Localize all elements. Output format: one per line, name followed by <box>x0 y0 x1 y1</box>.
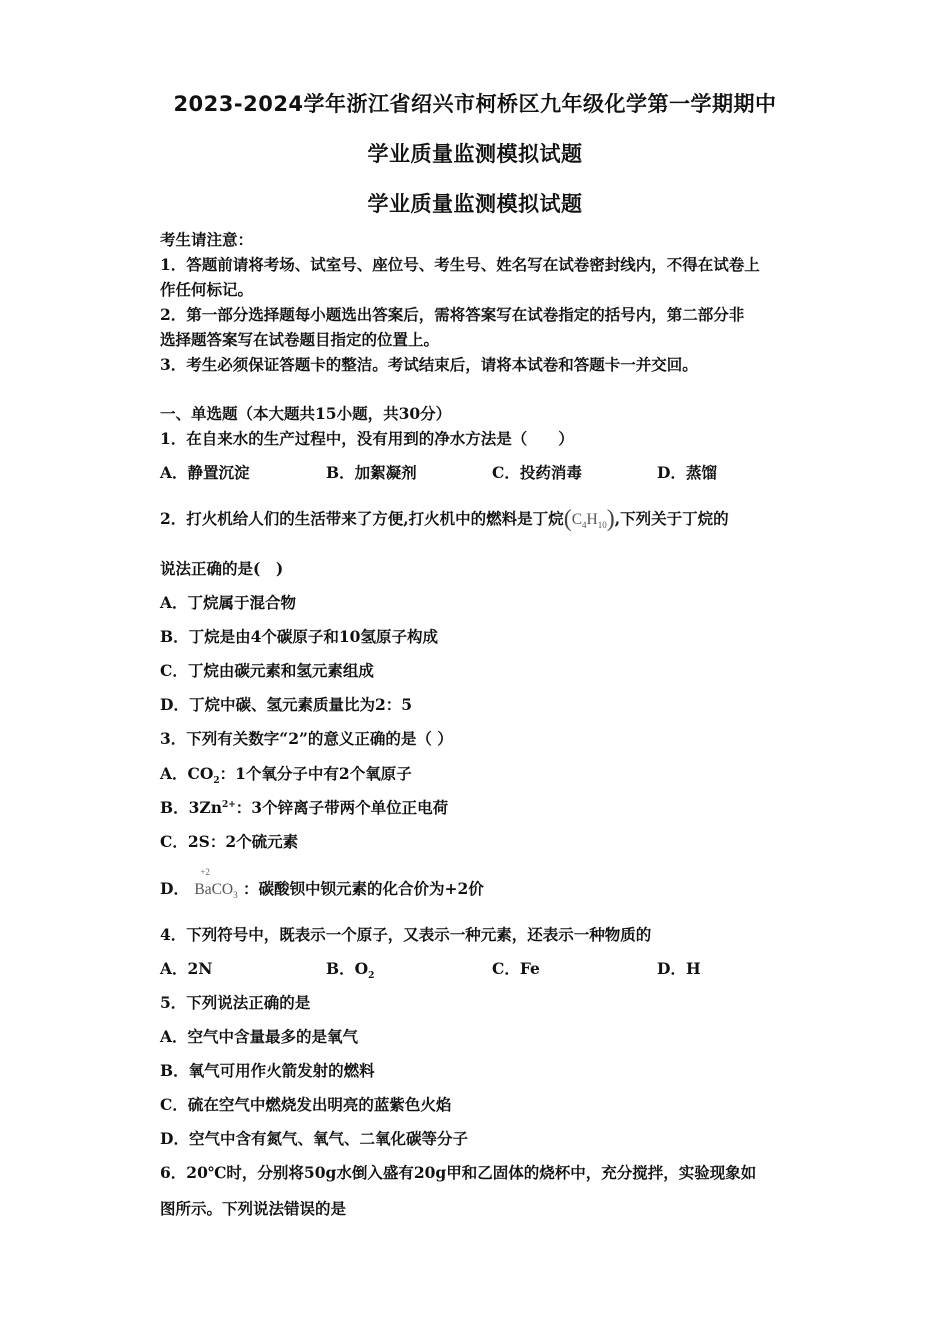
exam-title-line1: 2023-2024学年浙江省绍兴市柯桥区九年级化学第一学期期中 <box>173 92 777 116</box>
notice-item-1a: 1．答题前请将考场、试室号、座位号、考生号、姓名写在试卷密封线内，不得在试卷上 <box>160 255 760 274</box>
notice-item-3: 3．考生必须保证答题卡的整洁。考试结束后，请将本试卷和答题卡一并交回。 <box>160 355 698 374</box>
q2-stem-line2: 说法正确的是( ) <box>160 559 284 578</box>
q4-option-d: D．H <box>657 959 701 978</box>
q5-option-c: C．硫在空气中燃烧发出明亮的蓝紫色火焰 <box>160 1095 452 1114</box>
notice-item-2b: 选择题答案写在试卷题目指定的位置上。 <box>160 330 440 349</box>
barium-carbonate-formula: +2 BaCO$_3$ <box>194 867 238 901</box>
q6-stem-line2: 图所示。下列说法错误的是 <box>160 1199 347 1218</box>
q2-stem-text-b: ,下列关于丁烷的 <box>614 509 729 528</box>
q1-option-d: D．蒸馏 <box>657 463 717 482</box>
q1-stem: 1．在自来水的生产过程中，没有用到的净水方法是（ ） <box>160 429 574 448</box>
q4-option-c: C．Fe <box>492 959 540 978</box>
exam-title-line3: 学业质量监测模拟试题 <box>367 192 583 216</box>
q4-option-b: B．$O_2$ <box>326 959 375 982</box>
q1-option-b: B．加絮凝剂 <box>326 463 417 482</box>
notice-heading: 考生请注意： <box>160 230 254 249</box>
q2-option-a: A．丁烷属于混合物 <box>160 593 297 612</box>
q2-option-d: D．丁烷中碳、氢元素质量比为2：5 <box>160 695 413 714</box>
q5-option-b: B．氧气可用作火箭发射的燃料 <box>160 1061 375 1080</box>
q1-option-c: C．投药消毒 <box>492 463 582 482</box>
q3-option-b: B．$3Zn^{2+}$：3个锌离子带两个单位正电荷 <box>160 798 449 817</box>
q4-option-a: A．2N <box>160 959 213 978</box>
exam-title-line2: 学业质量监测模拟试题 <box>367 142 583 166</box>
butane-formula: $(C_4H_{10})$ <box>563 506 615 532</box>
notice-item-1b: 作任何标记。 <box>160 280 254 299</box>
q2-option-c: C．丁烷由碳元素和氢元素组成 <box>160 661 374 680</box>
q2-option-b: B．丁烷是由4个碳原子和10氢原子构成 <box>160 627 438 646</box>
q6-stem-line1: 6．20℃时，分别将50g水倒入盛有20g甲和乙固体的烧杯中，充分搅拌，实验现象如 <box>160 1163 757 1182</box>
q4-stem: 4．下列符号中，既表示一个原子，又表示一种元素，还表示一种物质的 <box>160 925 652 944</box>
valence-label: +2 <box>200 867 210 877</box>
q3-stem: 3．下列有关数字“2”的意义正确的是（ ） <box>160 729 453 748</box>
q3-option-d: D． +2 BaCO$_3$ ：碳酸钡中钡元素的化合价为+2价 <box>160 867 484 901</box>
section-heading: 一、单选题（本大题共15小题，共30分） <box>160 404 452 423</box>
q2-stem-text-a: 2．打火机给人们的生活带来了方便,打火机中的燃料是丁烷 <box>160 509 564 528</box>
q5-option-d: D．空气中含有氮气、氧气、二氧化碳等分子 <box>160 1129 468 1148</box>
q5-option-a: A．空气中含量最多的是氧气 <box>160 1027 359 1046</box>
q3-option-a: A．$CO_2$：1个氧分子中有2个氧原子 <box>160 764 412 787</box>
notice-item-2a: 2．第一部分选择题每小题选出答案后，需将答案写在试卷指定的括号内，第二部分非 <box>160 305 745 324</box>
q1-option-a: A．静置沉淀 <box>160 463 250 482</box>
q3-option-c: C．2S：2个硫元素 <box>160 832 299 851</box>
q2-stem-line1 <box>160 506 729 533</box>
q5-stem: 5．下列说法正确的是 <box>160 993 311 1012</box>
